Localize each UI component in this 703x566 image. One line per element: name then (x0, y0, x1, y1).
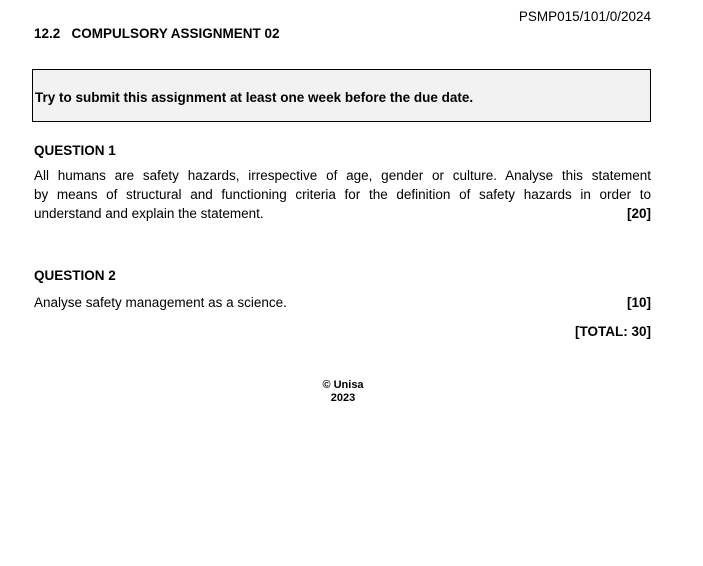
footer-year: 2023 (330, 392, 356, 404)
question-2-marks: [10] (626, 295, 651, 310)
question-1-line-2: by means of structural and functioning criteria for the definition of safety hazards in order to (34, 187, 651, 202)
question-2-line-1: Analyse safety management as a science. (34, 295, 287, 310)
question-1-line-1: All humans are safety hazards, irrespective of age, gender or culture. Analyse this statement (34, 168, 651, 183)
question-1-body (34, 166, 651, 223)
submission-notice-text: Try to submit this assignment at least one week before the due date. (35, 90, 474, 105)
question-2-title: QUESTION 2 (34, 268, 116, 283)
footer (0, 379, 686, 405)
footer-copyright: © Unisa (322, 379, 364, 391)
total-marks: [TOTAL: 30] (575, 324, 651, 339)
question-2-body (34, 293, 651, 312)
document-code: PSMP015/101/0/2024 (518, 9, 651, 24)
question-2-last-row (34, 293, 651, 312)
question-1-last-row (34, 204, 651, 223)
question-1-line-3: understand and explain the statement. (34, 206, 264, 221)
question-1-title: QUESTION 1 (34, 143, 116, 158)
question-1-marks: [20] (626, 206, 651, 221)
section-heading: 12.2 COMPULSORY ASSIGNMENT 02 (34, 26, 280, 41)
submission-notice-box (32, 69, 651, 122)
